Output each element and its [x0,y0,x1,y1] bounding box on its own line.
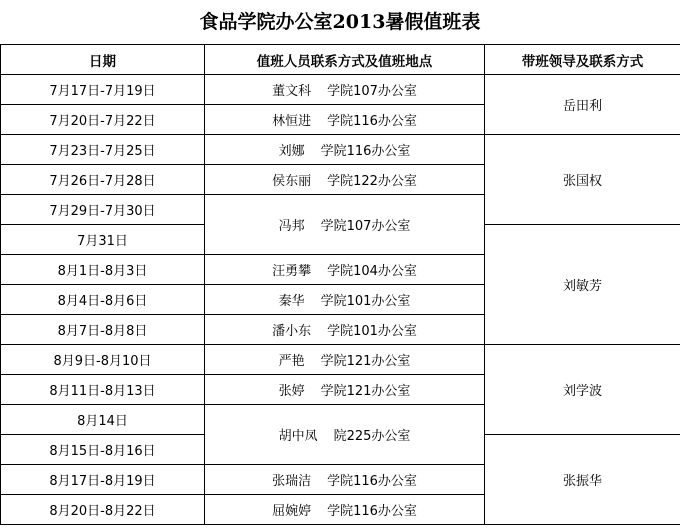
staff-place: 学院101办公室 [327,324,417,339]
date-cell: 8月11日-8月13日 [1,375,205,405]
date-cell: 8月14日 [1,405,205,435]
leader-cell: 岳田利 [485,75,680,135]
staff-name: 侯东丽 [272,174,312,189]
staff-place: 学院116办公室 [327,504,417,519]
staff-place: 学院116办公室 [327,474,417,489]
staff-place: 学院101办公室 [320,294,411,309]
staff-place: 学院107办公室 [327,84,417,99]
date-cell: 7月29日-7月30日 [1,195,205,225]
staff-name: 胡中凤 [278,429,318,444]
date-cell: 7月31日 [1,225,205,255]
date-cell: 7月26日-7月28日 [1,165,205,195]
table-row [1,345,680,375]
staff-place: 学院121办公室 [320,354,411,369]
staff-cell [205,75,485,105]
staff-cell [205,465,485,495]
date-cell: 7月17日-7月19日 [1,75,205,105]
date-cell: 8月17日-8月19日 [1,465,205,495]
table-header-row [1,45,680,75]
header-date: 日期 [1,45,205,75]
staff-cell [205,195,485,255]
staff-name: 董文科 [272,84,312,99]
staff-cell [205,315,485,345]
staff-place: 学院104办公室 [327,264,417,279]
leader-cell: 张振华 [485,435,680,525]
staff-place: 学院122办公室 [327,174,417,189]
staff-place: 学院116办公室 [320,144,411,159]
staff-name: 潘小东 [272,324,312,339]
page-title: 食品学院办公室2013暑假值班表 [199,11,481,33]
staff-name: 林恒进 [272,114,312,129]
date-cell: 8月15日-8月16日 [1,435,205,465]
staff-cell [205,255,485,285]
date-cell: 8月1日-8月3日 [1,255,205,285]
header-leader: 带班领导及联系方式 [485,45,680,75]
staff-name: 刘娜 [278,144,305,159]
staff-name: 严艳 [278,354,305,369]
staff-name: 张瑞洁 [272,474,312,489]
staff-cell [205,135,485,165]
duty-table [0,44,680,525]
staff-place: 学院116办公室 [327,114,417,129]
leader-cell: 刘敏芳 [485,225,680,345]
staff-name: 冯邦 [278,219,305,234]
staff-name: 汪勇攀 [272,264,312,279]
staff-cell [205,495,485,525]
table-row [1,135,680,165]
date-cell: 8月7日-8月8日 [1,315,205,345]
staff-cell [205,375,485,405]
date-cell: 8月4日-8月6日 [1,285,205,315]
leader-cell: 张国权 [485,135,680,225]
staff-cell [205,105,485,135]
header-staff: 值班人员联系方式及值班地点 [205,45,485,75]
staff-cell [205,285,485,315]
staff-place: 学院121办公室 [320,384,411,399]
table-row [1,75,680,105]
staff-name: 屈婉婷 [272,504,312,519]
staff-name: 张婷 [278,384,305,399]
date-cell: 8月20日-8月22日 [1,495,205,525]
staff-place: 院225办公室 [333,429,411,444]
staff-name: 秦华 [278,294,305,309]
staff-place: 学院107办公室 [320,219,411,234]
staff-cell [205,165,485,195]
date-cell: 7月20日-7月22日 [1,105,205,135]
staff-cell [205,345,485,375]
staff-cell [205,405,485,465]
date-cell: 8月9日-8月10日 [1,345,205,375]
date-cell: 7月23日-7月25日 [1,135,205,165]
leader-cell: 刘学波 [485,345,680,435]
